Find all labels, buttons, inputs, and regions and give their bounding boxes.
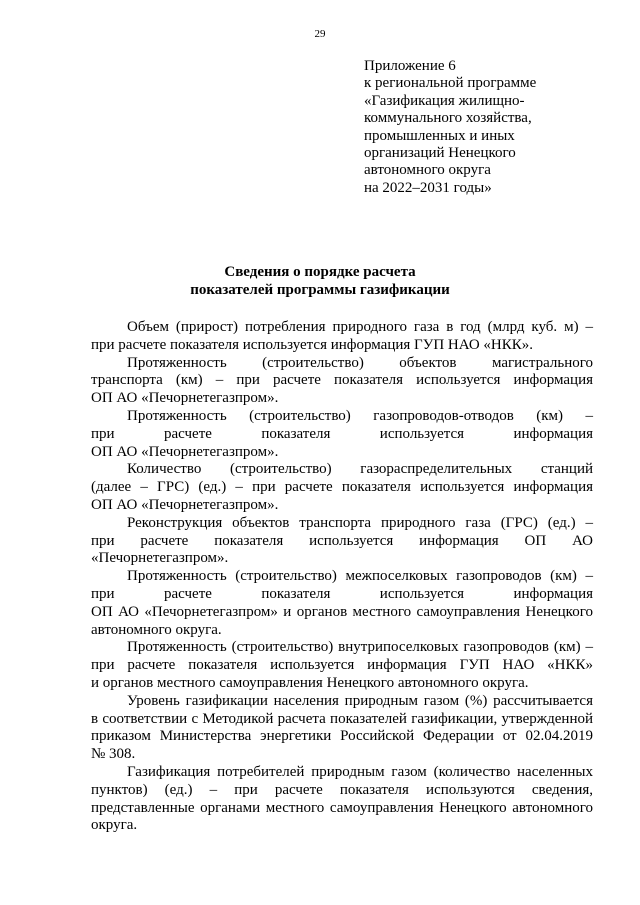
- paragraph-line: при расчете показателя используется информация ГУП НАО «НКК».: [91, 336, 533, 353]
- paragraph-line: Газификация потребителей природным газом (количество населенных: [127, 763, 593, 780]
- paragraph-line: транспорта (км) – при расчете показателя используется информация: [91, 372, 593, 389]
- paragraph-line: Количество (строительство) газораспределительных станций: [127, 461, 593, 478]
- paragraph: [91, 319, 593, 355]
- appendix-line: «Газификация жилищно-: [364, 92, 525, 109]
- page-number: 29: [314, 28, 326, 40]
- paragraph-line: и органов местного самоуправления Ненецкого автономного округа.: [91, 674, 529, 691]
- heading-line-2: показателей программы газификации: [190, 281, 450, 298]
- appendix-line: промышленных и иных: [364, 127, 515, 144]
- appendix-line: Приложение 6: [364, 58, 456, 74]
- appendix-line: к региональной программе: [364, 75, 537, 92]
- paragraph-line: (далее – ГРС) (ед.) – при расчете показателя используется информация: [91, 479, 593, 496]
- paragraph: [91, 568, 593, 639]
- appendix-line: автономного округа: [364, 162, 491, 179]
- appendix-line: на 2022–2031 годы»: [364, 179, 492, 196]
- appendix-block: [364, 58, 604, 197]
- paragraph-line: при расчете показателя используется информация ОП АО: [91, 532, 593, 549]
- document-body: [91, 319, 593, 835]
- paragraph-line: при расчете показателя используется информация: [91, 425, 593, 442]
- paragraph-line: Протяженность (строительство) газопроводов-отводов (км) –: [127, 407, 593, 424]
- paragraph: [91, 408, 593, 461]
- paragraph: [91, 355, 593, 408]
- paragraph-line: ОП АО «Печорнетегазпром».: [91, 390, 279, 407]
- paragraph: [91, 515, 593, 568]
- appendix-line: коммунального хозяйства,: [364, 110, 532, 127]
- appendix-line: организаций Ненецкого: [364, 145, 516, 162]
- paragraph: [91, 461, 593, 514]
- paragraph-line: пунктов) (ед.) – при расчете показателя используются сведения,: [91, 781, 593, 798]
- paragraph-line: приказом Министерства энергетики Российской Федерации от 02.04.2019: [91, 728, 593, 745]
- paragraph-line: ОП АО «Печорнетегазпром» и органов местного самоуправления Ненецкого: [91, 603, 593, 620]
- document-heading: [0, 264, 640, 299]
- paragraph-line: Объем (прирост) потребления природного газа в год (млрд куб. м) –: [127, 319, 593, 335]
- paragraph-line: «Печорнетегазпром».: [91, 550, 229, 567]
- paragraph-line: ОП АО «Печорнетегазпром».: [91, 443, 279, 460]
- paragraph-line: Протяженность (строительство) межпоселковых газопроводов (км) –: [127, 568, 593, 585]
- paragraph-line: № 308.: [91, 746, 136, 763]
- paragraph-line: Протяженность (строительство) внутрипоселковых газопроводов (км) –: [127, 639, 593, 656]
- heading-line-1: Сведения о порядке расчета: [224, 264, 416, 280]
- paragraph-line: представленные органами местного самоуправления Ненецкого автономного: [91, 799, 593, 816]
- paragraph-line: при расчете показателя используется информация ГУП НАО «НКК»: [91, 657, 593, 674]
- paragraph-line: Протяженность (строительство) объектов магистрального: [127, 354, 593, 371]
- paragraph-line: Реконструкция объектов транспорта природного газа (ГРС) (ед.) –: [127, 514, 593, 531]
- paragraph-line: Уровень газификации населения природным газом (%) рассчитывается: [127, 692, 593, 709]
- paragraph-line: в соответствии с Методикой расчета показателей газификации, утвержденной: [91, 710, 593, 727]
- paragraph-line: округа.: [91, 817, 138, 834]
- paragraph: [91, 693, 593, 764]
- paragraph-line: автономного округа.: [91, 621, 222, 638]
- paragraph: [91, 764, 593, 835]
- paragraph-line: ОП АО «Печорнетегазпром».: [91, 496, 279, 513]
- paragraph: [91, 639, 593, 692]
- paragraph-line: при расчете показателя используется информация: [91, 585, 593, 602]
